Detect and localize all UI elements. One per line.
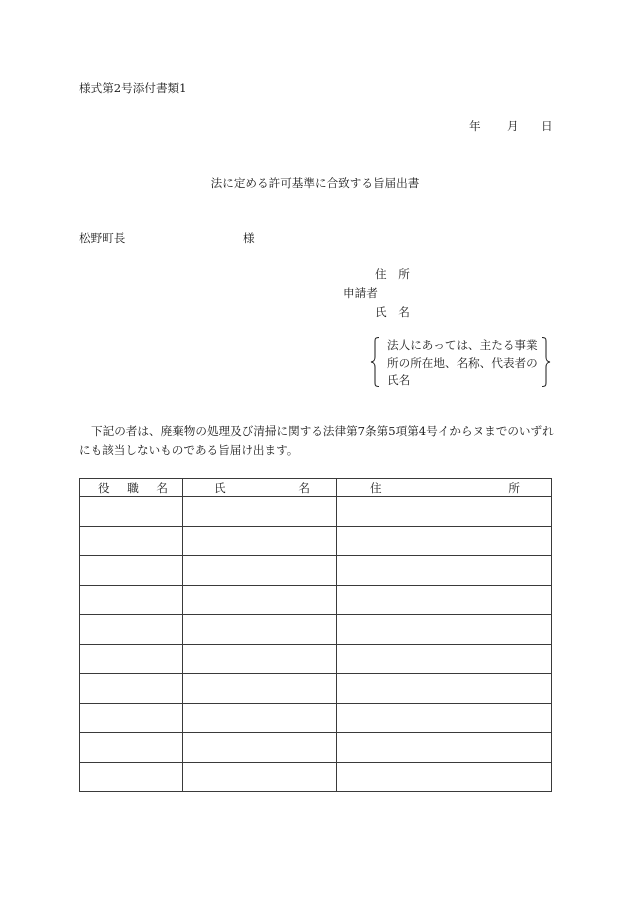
address-cell xyxy=(337,526,552,556)
address-cell xyxy=(337,703,552,733)
address-cell xyxy=(337,762,552,792)
table-row xyxy=(80,556,552,586)
officer-table-body xyxy=(80,497,552,792)
table-row xyxy=(80,644,552,674)
addressee-name: 松野町長 xyxy=(79,231,126,245)
name-cell xyxy=(183,526,337,556)
position-column-header: 役 職 名 xyxy=(80,479,183,497)
corporate-note-line: 所の所在地、名称、代表者の xyxy=(387,356,538,370)
position-cell xyxy=(80,615,183,645)
corporate-note-line: 法人にあっては、主たる事業 xyxy=(387,338,538,352)
address-cell xyxy=(337,644,552,674)
address-cell xyxy=(337,674,552,704)
form-number: 様式第2号添付書類1 xyxy=(79,81,187,95)
name-cell xyxy=(183,733,337,763)
name-cell xyxy=(183,615,337,645)
address-cell xyxy=(337,556,552,586)
position-cell xyxy=(80,703,183,733)
position-cell xyxy=(80,556,183,586)
address-cell xyxy=(337,585,552,615)
right-brace xyxy=(541,337,551,387)
date-day-label: 日 xyxy=(541,119,553,133)
position-cell xyxy=(80,762,183,792)
applicant-address-label: 住 所 xyxy=(375,267,410,281)
table-row xyxy=(80,615,552,645)
address-cell xyxy=(337,733,552,763)
name-cell xyxy=(183,556,337,586)
position-cell xyxy=(80,733,183,763)
applicant-role-label: 申請者 xyxy=(343,286,378,300)
name-cell xyxy=(183,585,337,615)
address-cell xyxy=(337,615,552,645)
table-row xyxy=(80,526,552,556)
table-row xyxy=(80,703,552,733)
applicant-name-label: 氏 名 xyxy=(375,305,410,319)
table-row xyxy=(80,733,552,763)
name-cell xyxy=(183,497,337,527)
corporate-note-line: 氏名 xyxy=(387,373,411,387)
name-cell xyxy=(183,762,337,792)
address-column-header: 住 所 xyxy=(337,479,552,497)
table-row xyxy=(80,674,552,704)
table-row xyxy=(80,762,552,792)
position-cell xyxy=(80,674,183,704)
officer-table xyxy=(79,478,552,792)
document-title: 法に定める許可基準に合致する旨届出書 xyxy=(210,176,420,190)
name-cell xyxy=(183,644,337,674)
address-cell xyxy=(337,497,552,527)
body-text-line: 下記の者は、廃棄物の処理及び清掃に関する法律第7条第5項第4号イからヌまでのいずれ xyxy=(91,424,554,438)
name-cell xyxy=(183,674,337,704)
table-header-row xyxy=(80,479,552,497)
date-year-label: 年 xyxy=(469,119,481,133)
name-cell xyxy=(183,703,337,733)
officer-table-head xyxy=(80,479,552,497)
addressee-honorific: 様 xyxy=(243,231,255,245)
table-row xyxy=(80,497,552,527)
position-cell xyxy=(80,497,183,527)
left-brace xyxy=(370,337,380,387)
date-month-label: 月 xyxy=(507,119,519,133)
name-column-header: 氏 名 xyxy=(183,479,337,497)
body-text-line: にも該当しないものである旨届け出ます。 xyxy=(79,443,299,457)
position-cell xyxy=(80,585,183,615)
table-row xyxy=(80,585,552,615)
position-cell xyxy=(80,644,183,674)
position-cell xyxy=(80,526,183,556)
